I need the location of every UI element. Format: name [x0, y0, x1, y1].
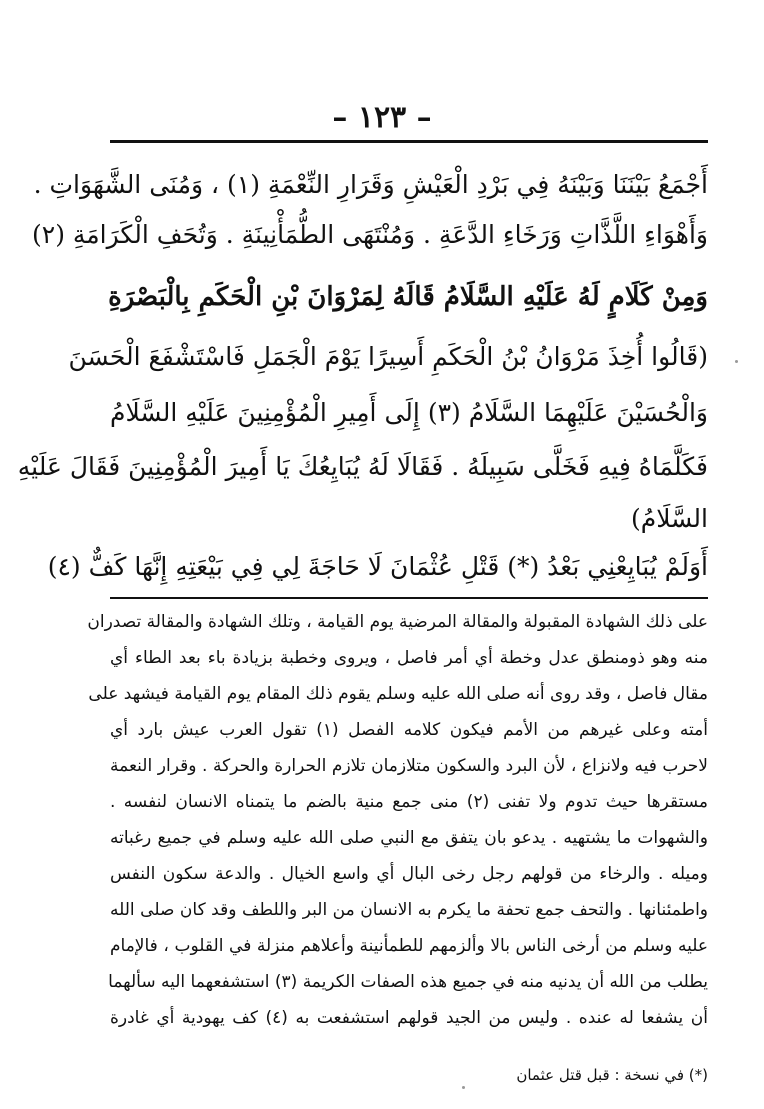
scan-speck	[462, 1086, 465, 1089]
text-line: أَجْمَعُ بَيْنَنَا وَبَيْنَهُ فِي بَرْدِ الْعَيْشِ وَقَرَارِ النِّعْمَةِ (١) ، وَمُنَى الشَّهَوَاتِ .	[33, 170, 708, 199]
note-line: مقال فاصل ، وقد روى أنه صلى الله عليه وسلم يقوم ذلك المقام يوم القيامة فيشهد على	[88, 684, 708, 704]
text-line: أَوَلَمْ يُبَايِعْنِي بَعْدُ (*) قَتْلِ عُثْمَانَ لَا حَاجَةَ لِي فِي بَيْعَتِهِ إِنَّهَا كَفٌّ (٤)	[47, 552, 708, 581]
text-line: وَأَهْوَاءِ اللَّذَّاتِ وَرَخَاءِ الدَّعَةِ . وَمُنْتَهَى الطُّمَأْنِينَةِ . وَتُحَفِ الْكَرَامَةِ (٢)	[31, 220, 708, 249]
note-line: أن يشفعا له عنده . وليس من الجيد قولهم استشفعت به (٤) كف يهودية أي غادرة	[110, 1008, 708, 1028]
page-number: – ١٢٣ –	[332, 100, 432, 135]
footnote: (*) في نسخة : قبل قتل عثمان	[516, 1066, 708, 1084]
text-line: السَّلَامُ)	[630, 504, 708, 533]
note-line: لاحرب فيه ولانزاع ، لأن البرد والسكون متلازمان تلازم الحرارة والحركة . وقرار النعمة	[110, 756, 708, 776]
text-line: فَكَلَّمَاهُ فِيهِ فَخَلَّى سَبِيلَهُ . فَقَالَا لَهُ يُبَايِعُكَ يَا أَمِيرَ الْمُؤْمِنِينَ فَقَالَ عَلَيْهِ	[17, 452, 708, 481]
note-line: على ذلك الشهادة المقبولة والمقالة المرضية يوم القيامة ، وتلك الشهادة والمقالة تصدران	[87, 612, 708, 632]
note-line: مستقرها حيث تدوم ولا تفنى (٢) منى جمع منية بالضم ما يتمناه الانسان لنفسه .	[110, 792, 709, 812]
note-line: يطلب من الله أن يدنيه منه في جميع هذه الصفات الكريمة (٣) استشفعهما اليه سألهما	[108, 972, 708, 992]
note-line: واطمئنانها . والتحف جمع تحفة ما يكرم به الانسان من البر واللطف وقد كان صلى الله	[110, 900, 708, 920]
note-line: عليه وسلم من أرخى الناس بالا وألزمهم للطمأنينة وأعلاهم منزلة في القلوب ، فالإمام	[110, 936, 708, 956]
note-line: والشهوات ما يشتهيه . يدعو بان يتفق مع النبي صلى الله عليه وسلم في جميع رغباته	[110, 828, 708, 848]
note-line: أمته وعلى غيرهم من الأمم فيكون كلامه الفصل (١) تقول العرب عيش بارد أي	[110, 720, 708, 740]
scan-speck	[735, 360, 738, 363]
section-heading: وَمِنْ كَلَامٍ لَهُ عَلَيْهِ السَّلَامُ قَالَهُ لِمَرْوَانَ بْنِ الْحَكَمِ بِالْبَصْرَةِ	[108, 282, 708, 312]
notes-rule	[110, 597, 708, 599]
note-line: منه وهو ذومنطق عدل وخطة أي أمر فاصل ، ويروى وخطبة بزيادة باء بعد الطاء أي	[110, 648, 708, 668]
note-line: وميله . والرخاء من قولهم رجل رخى البال أي واسع الخيال . والدعة سكون النفس	[110, 864, 708, 884]
text-line: وَالْحُسَيْنَ عَلَيْهِمَا السَّلَامُ (٣) إِلَى أَمِيرِ الْمُؤْمِنِينَ عَلَيْهِ السَّلَامُ	[110, 398, 708, 427]
text-line: (قَالُوا أُخِذَ مَرْوَانُ بْنُ الْحَكَمِ أَسِيرًا يَوْمَ الْجَمَلِ فَاسْتَشْفَعَ الْحَسَنَ	[68, 342, 708, 371]
header-rule	[110, 140, 708, 143]
